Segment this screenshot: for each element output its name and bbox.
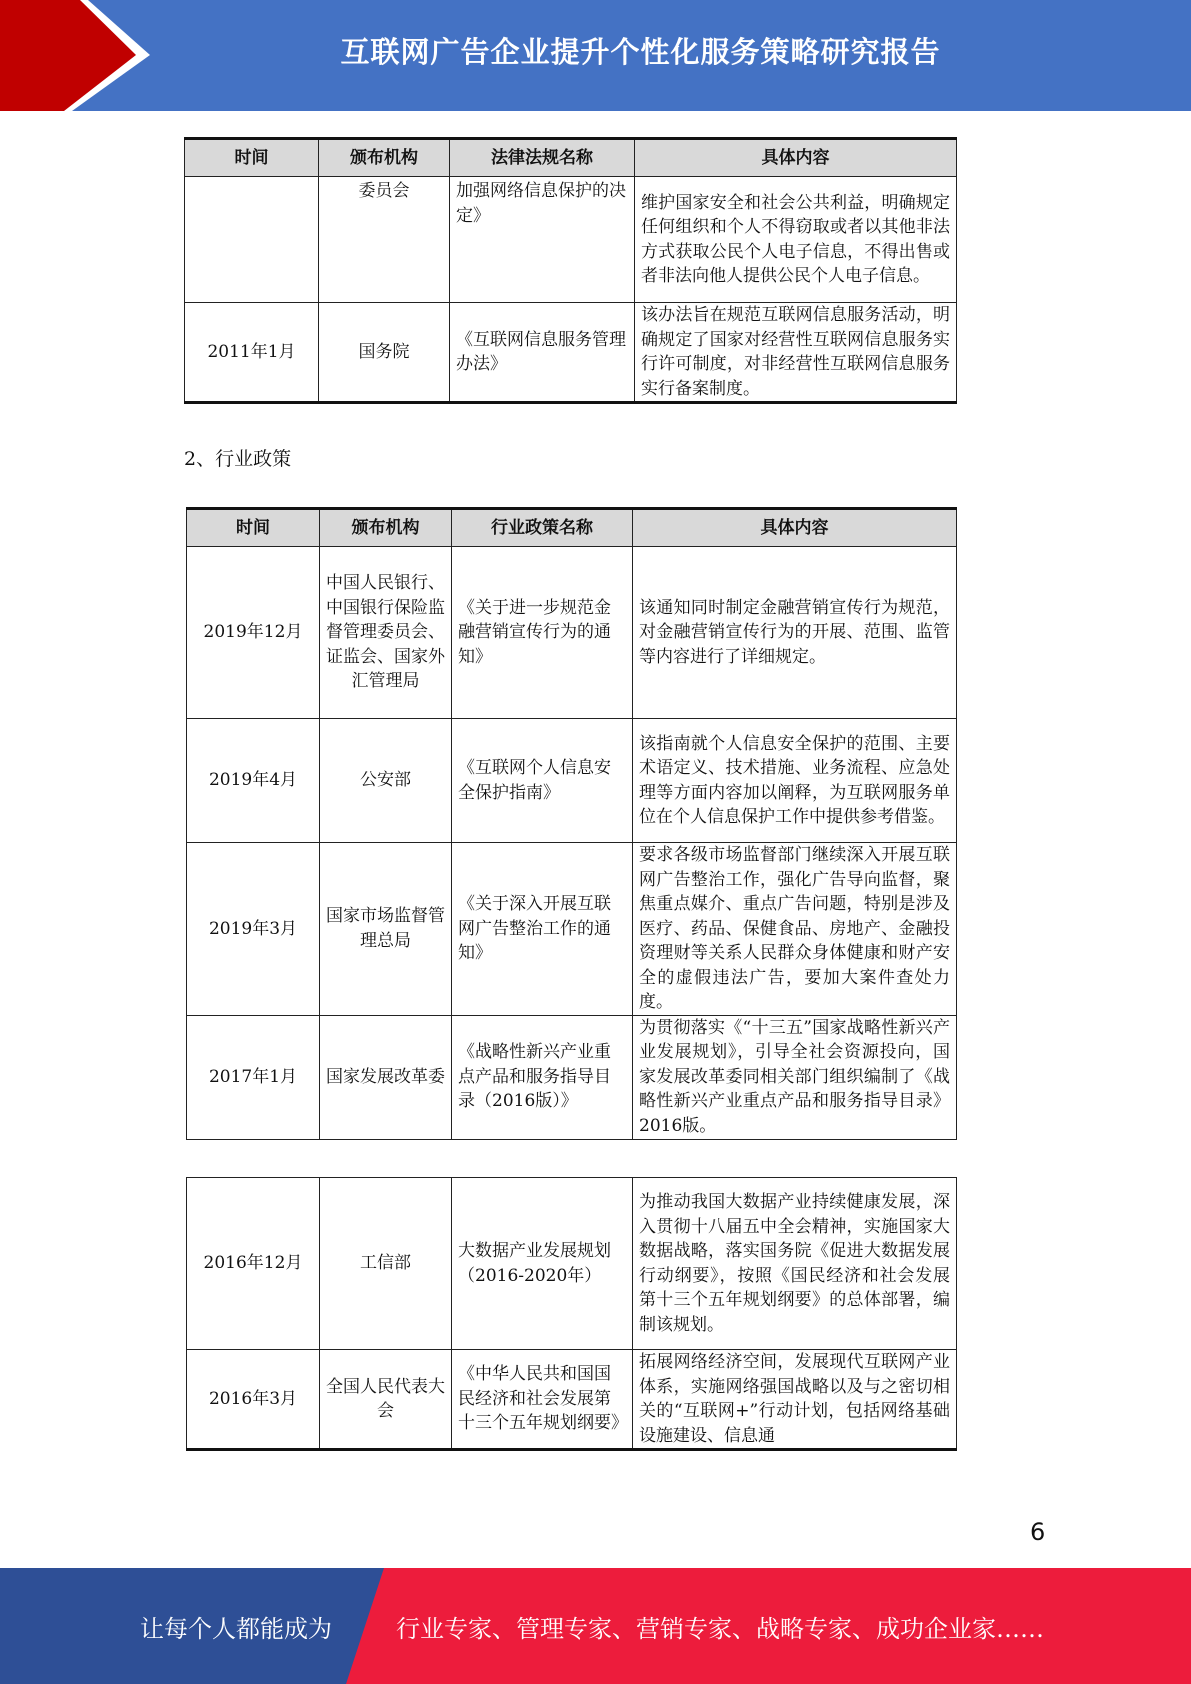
header-banner: [0, 0, 1191, 111]
page-number: 6: [1030, 1518, 1046, 1546]
policy-table-continued: [186, 1177, 957, 1451]
table-row: [187, 547, 957, 719]
cell-name: 《中华人民共和国国民经济和社会发展第十三个五年规划纲要》: [452, 1350, 633, 1450]
header-chevron-decoration: [0, 0, 150, 111]
cell-agency: 全国人民代表大会: [320, 1350, 452, 1450]
cell-content: 拓展网络经济空间，发展现代互联网产业体系，实施网络强国战略以及与之密切相关的“互联网+”行动计划，包括网络基础设施建设、信息通: [633, 1350, 957, 1450]
cell-content: 维护国家安全和社会公共利益，明确规定任何组织和个人不得窃取或者以其他非法方式获取公民个人电子信息，不得出售或者非法向他人提供公民个人电子信息。: [635, 177, 957, 303]
cell-agency: 工信部: [320, 1178, 452, 1350]
table-row: [185, 177, 957, 303]
column-header-content: 具体内容: [633, 509, 957, 547]
cell-time: 2016年3月: [187, 1350, 320, 1450]
footer-banner: [0, 1568, 1191, 1684]
cell-name: 《互联网个人信息安全保护指南》: [452, 719, 633, 843]
footer-slogan-left: 让每个人都能成为: [140, 1614, 332, 1643]
cell-content: 为贯彻落实《“十三五”国家战略性新兴产业发展规划》，引导全社会资源投向，国家发展改革委同相关部门组织编制了《战略性新兴产业重点产品和服务指导目录》2016版。: [633, 1015, 957, 1139]
cell-agency: 中国人民银行、中国银行保险监督管理委员会、证监会、国家外汇管理局: [320, 547, 452, 719]
table-row: [187, 843, 957, 1016]
cell-content: 为推动我国大数据产业持续健康发展，深入贯彻十八届五中全会精神，实施国家大数据战略，落实国务院《促进大数据发展行动纲要》，按照《国民经济和社会发展第十三个五年规划纲要》的总体部署，编制该规划。: [633, 1178, 957, 1350]
cell-time: 2016年12月: [187, 1178, 320, 1350]
cell-agency: 国家发展改革委: [320, 1015, 452, 1139]
table-row: [187, 1015, 957, 1139]
column-header-agency: 颁布机构: [319, 139, 450, 177]
cell-content: 要求各级市场监督部门继续深入开展互联网广告整治工作，强化广告导向监督，聚焦重点媒介、重点广告问题，特别是涉及医疗、药品、保健食品、房地产、金融投资理财等关系人民群众身体健康和财产安全的虚假违法广告，要加大案件查处力度。: [633, 843, 957, 1016]
cell-agency: 委员会: [319, 177, 450, 303]
column-header-agency: 颁布机构: [320, 509, 452, 547]
cell-time: 2011年1月: [185, 303, 319, 403]
cell-content: 该办法旨在规范互联网信息服务活动，明确规定了国家对经营性互联网信息服务实行许可制度，对非经营性互联网信息服务实行备案制度。: [635, 303, 957, 403]
cell-name: 《战略性新兴产业重点产品和服务指导目录（2016版）》: [452, 1015, 633, 1139]
footer-slogan-right: 行业专家、管理专家、营销专家、战略专家、成功企业家……: [396, 1614, 1044, 1643]
cell-name: 加强网络信息保护的决定》: [450, 177, 635, 303]
table-header-row: [187, 509, 957, 547]
table-row: [185, 303, 957, 403]
table-row: [187, 1178, 957, 1350]
section-heading: 2、行业政策: [184, 448, 292, 470]
cell-time: [185, 177, 319, 303]
cell-name: 大数据产业发展规划（2016-2020年）: [452, 1178, 633, 1350]
cell-name: 《关于深入开展互联网广告整治工作的通知》: [452, 843, 633, 1016]
cell-content: 该指南就个人信息安全保护的范围、主要术语定义、技术措施、业务流程、应急处理等方面内容加以阐释，为互联网服务单位在个人信息保护工作中提供参考借鉴。: [633, 719, 957, 843]
laws-table: [184, 137, 957, 404]
cell-name: 《关于进一步规范金融营销宣传行为的通知》: [452, 547, 633, 719]
cell-agency: 国家市场监督管理总局: [320, 843, 452, 1016]
cell-name: 《互联网信息服务管理办法》: [450, 303, 635, 403]
column-header-time: 时间: [187, 509, 320, 547]
document-title: 互联网广告企业提升个性化服务策略研究报告: [340, 34, 941, 69]
column-header-name: 法律法规名称: [450, 139, 635, 177]
table-row: [187, 1350, 957, 1450]
table-header-row: [185, 139, 957, 177]
cell-time: 2019年4月: [187, 719, 320, 843]
cell-time: 2019年3月: [187, 843, 320, 1016]
cell-agency: 公安部: [320, 719, 452, 843]
table-row: [187, 719, 957, 843]
cell-content: 该通知同时制定金融营销宣传行为规范，对金融营销宣传行为的开展、范围、监管等内容进行了详细规定。: [633, 547, 957, 719]
column-header-content: 具体内容: [635, 139, 957, 177]
column-header-policy-name: 行业政策名称: [452, 509, 633, 547]
cell-time: 2017年1月: [187, 1015, 320, 1139]
cell-time: 2019年12月: [187, 547, 320, 719]
policy-table: [186, 507, 957, 1140]
cell-agency: 国务院: [319, 303, 450, 403]
column-header-time: 时间: [185, 139, 319, 177]
